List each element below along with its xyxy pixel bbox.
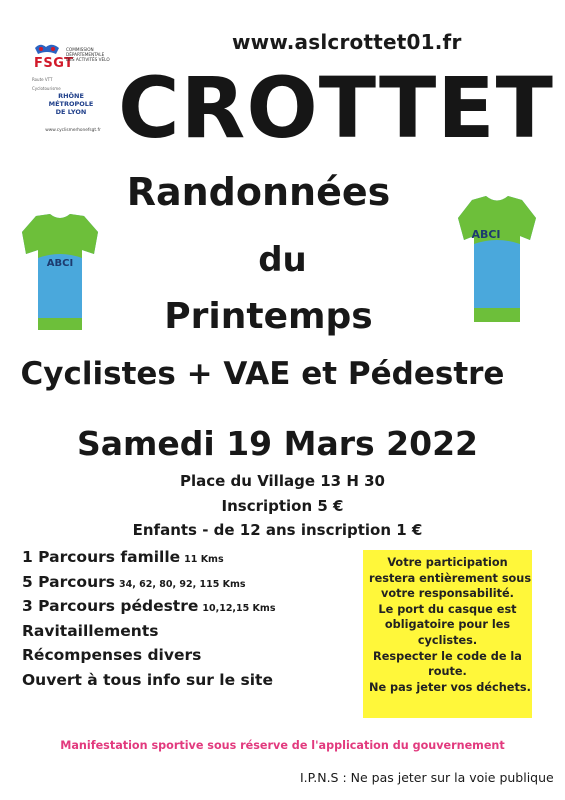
- list-item: [22, 643, 362, 668]
- notice-line: obligatoire pour les: [384, 618, 511, 632]
- logo-url: www.cyclismerhonefsgt.fr: [45, 128, 101, 133]
- list-item: [22, 594, 362, 619]
- logo-org: Cyclotourisme: [32, 86, 61, 91]
- notice-line: cyclistes.: [417, 633, 478, 647]
- list-item: [22, 545, 362, 570]
- event-date: Samedi 19 Mars 2022: [77, 424, 478, 463]
- notice-line: Votre participation: [387, 556, 508, 569]
- course-label: 3 Parcours pédestre: [22, 597, 199, 615]
- logo-region: [34, 92, 108, 116]
- course-list: [22, 545, 362, 692]
- course-detail: 34, 62, 80, 92, 115 Kms: [118, 578, 246, 590]
- right-jersey-text: ABCI: [471, 228, 501, 241]
- fsgt-logo: [26, 40, 118, 138]
- title-activities: Cyclistes + VAE et Pédestre: [20, 356, 505, 392]
- course-detail: 10,12,15 Kms: [202, 603, 276, 614]
- list-item: [22, 619, 362, 644]
- list-item: [22, 570, 362, 595]
- left-jersey-text: ABCI: [46, 258, 74, 269]
- town-title: CROTTET: [118, 59, 554, 157]
- notice-line: Ne pas jeter vos déchets.: [369, 680, 531, 694]
- course-label: Récompenses divers: [22, 646, 202, 664]
- course-detail: 11 Kms: [184, 554, 224, 565]
- notice-line: Respecter le code de la: [373, 649, 522, 663]
- ipns-note: I.P.N.S : Ne pas jeter sur la voie publique: [300, 770, 554, 785]
- event-place: Place du Village 13 H 30: [180, 472, 385, 490]
- logo-committee: COMMISSION DÉPARTEMENTALE DES ACTIVITÉS VÉLO: [66, 47, 110, 62]
- course-label: 5 Parcours: [22, 572, 115, 591]
- logo-brand: FSGT: [34, 56, 74, 71]
- logo-region-line3: DE LYON: [55, 108, 87, 116]
- logo-region-line1: RHÔNE: [58, 92, 84, 100]
- title-randonnees: Randonnées: [126, 170, 391, 214]
- safety-notice: [363, 550, 532, 718]
- website-link[interactable]: www.aslcrottet01.fr: [232, 30, 462, 54]
- government-disclaimer: Manifestation sportive sous réserve de l'application du gouvernement: [60, 739, 505, 752]
- notice-line: votre responsabilité.: [381, 587, 514, 601]
- notice-line: route.: [428, 665, 467, 679]
- title-printemps: Printemps: [164, 296, 373, 337]
- course-label: Ouvert à tous info sur le site: [22, 670, 273, 689]
- registration-fee: Inscription 5 €: [221, 497, 344, 515]
- logo-route-vtt: Route VTT: [32, 77, 53, 82]
- children-fee: Enfants - de 12 ans inscription 1 €: [132, 521, 423, 539]
- logo-region-line2: MÉTROPOLE: [48, 100, 94, 108]
- course-label: 1 Parcours famille: [22, 548, 181, 566]
- notice-line: restera entièrement sous: [369, 571, 532, 585]
- notice-line: Le port du casque est: [378, 602, 517, 616]
- title-du: du: [258, 240, 307, 280]
- course-label: Ravitaillements: [22, 621, 159, 640]
- list-item: [22, 668, 362, 693]
